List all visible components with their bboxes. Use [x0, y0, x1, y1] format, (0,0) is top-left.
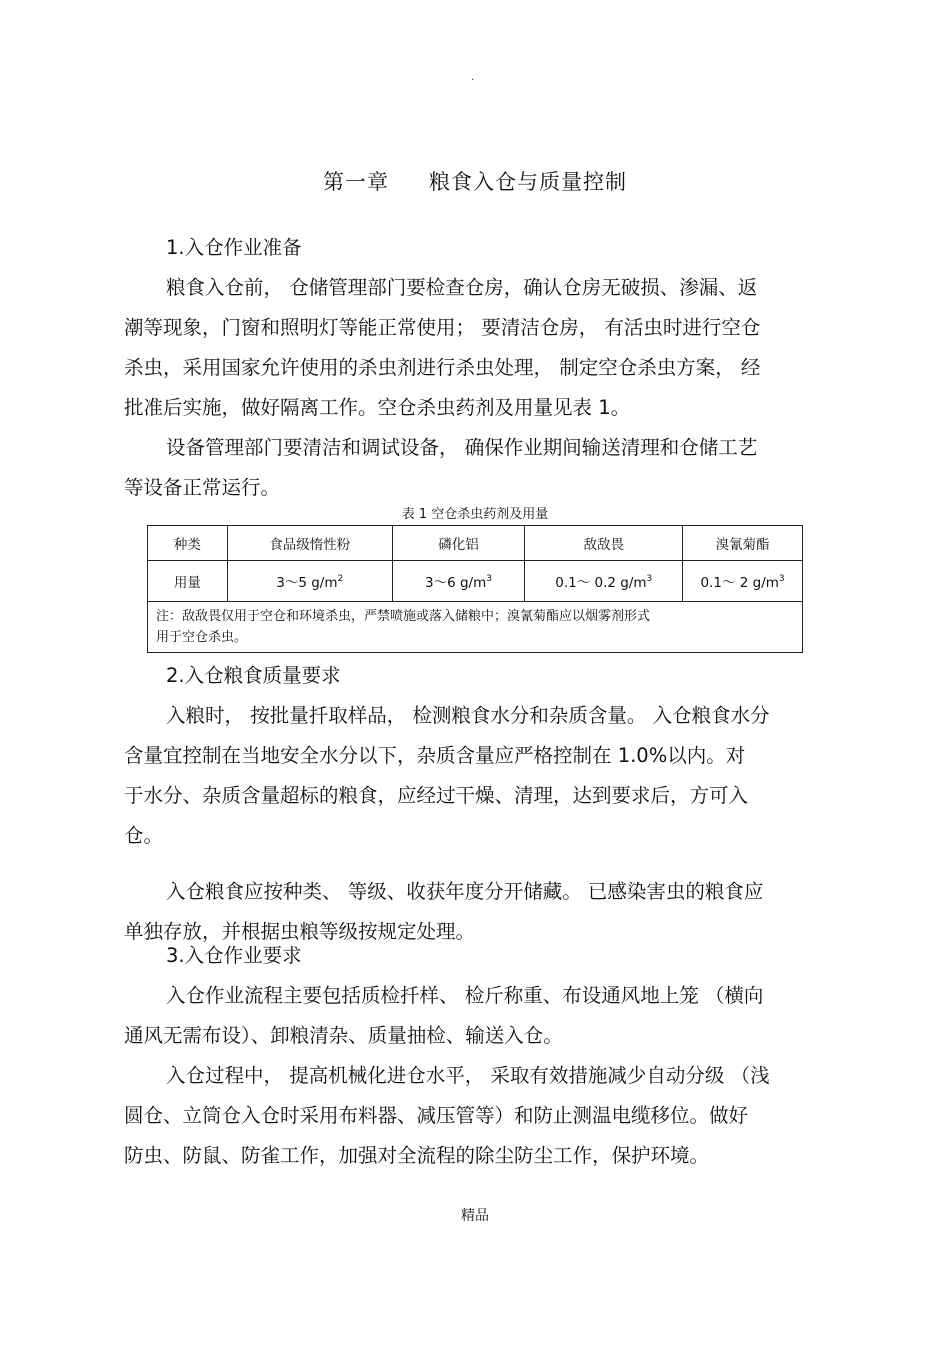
section-1-p1-line: 杀虫，采用国家允许使用的杀虫剂进行杀虫处理， 制定空仓杀虫方案， 经 — [124, 356, 761, 379]
table-row — [148, 561, 803, 602]
table-cell — [525, 561, 683, 602]
table-note-line: 注：敌敌畏仅用于空仓和环境杀虫，严禁喷施或落入储粮中；溴氰菊酯应以烟雾剂形式 — [156, 609, 651, 624]
pesticide-table — [147, 525, 803, 653]
chapter-name: 粮食入仓与质量控制 — [429, 170, 627, 194]
section-3-p1-line: 通风无需布设）、卸粮清杂、质量抽检、输送入仓。 — [124, 1024, 563, 1047]
table-cell — [227, 561, 392, 602]
section-2 — [124, 656, 834, 952]
section-3-heading: 3.入仓作业要求 — [166, 944, 302, 967]
section-2-p1-line: 含量宜控制在当地安全水分以下，杂质含量应严格控制在 1.0%以内。对 — [124, 744, 746, 767]
section-3-p2-line: 入仓过程中， 提高机械化进仓水平， 采取有效措施减少自动分级 （浅 — [166, 1064, 770, 1087]
section-1-p2-line: 等设备正常运行。 — [124, 476, 281, 499]
section-3 — [124, 936, 834, 1176]
table-header-cell: 种类 — [148, 526, 228, 561]
chapter-title — [0, 166, 950, 196]
section-3-p2-line: 圆仓、立筒仓入仓时采用布料器、减压管等）和防止测温电缆移位。做好 — [124, 1104, 749, 1127]
section-1 — [124, 228, 834, 508]
table-header-cell: 磷化铝 — [392, 526, 525, 561]
header-mark: . — [471, 72, 475, 83]
section-2-p1-line: 仓。 — [124, 824, 164, 847]
chapter-number: 第一章 — [323, 170, 389, 194]
table-note-row — [148, 602, 803, 653]
section-1-p2-line: 设备管理部门要清洁和调试设备， 确保作业期间输送清理和仓储工艺 — [166, 436, 758, 459]
section-1-p1-line: 粮食入仓前， 仓储管理部门要检查仓房，确认仓房无破损、渗漏、返 — [166, 276, 758, 299]
dosage-unit-exponent: 3 — [778, 574, 785, 584]
table-header-row — [148, 526, 803, 561]
page-footer: 精品 — [461, 1208, 489, 1224]
table-header-cell: 敌敌畏 — [525, 526, 683, 561]
table-caption: 表 1 空仓杀虫药剂及用量 — [401, 507, 549, 522]
section-2-p2-line: 入仓粮食应按种类、 等级、收获年度分开储藏。 已感染害虫的粮食应 — [166, 880, 764, 903]
section-1-heading: 1.入仓作业准备 — [166, 236, 302, 259]
dosage-value: 0.1～ 0.2 g/m — [555, 575, 647, 591]
table-note — [148, 602, 803, 653]
dosage-unit-exponent: 3 — [486, 574, 492, 584]
dosage-unit-exponent: 2 — [337, 574, 344, 584]
dosage-value: 3～5 g/m — [276, 575, 338, 591]
section-3-p1-line: 入仓作业流程主要包括质检扦样、 检斤称重、布设通风地上笼 （横向 — [166, 984, 764, 1007]
table-cell — [683, 561, 803, 602]
dosage-value: 0.1～ 2 g/m — [700, 575, 779, 591]
section-3-p2-line: 防虫、防鼠、防雀工作，加强对全流程的除尘防尘工作，保护环境。 — [124, 1144, 710, 1167]
table-note-line: 用于空仓杀虫。 — [156, 630, 248, 645]
section-2-heading: 2.入仓粮食质量要求 — [166, 664, 341, 687]
section-2-p2-line: 单独存放，并根据虫粮等级按规定处理。 — [124, 920, 476, 943]
dosage-unit-exponent: 3 — [646, 574, 653, 584]
table-header-cell: 食品级惰性粉 — [227, 526, 392, 561]
section-1-p1-line: 批准后实施，做好隔离工作。空仓杀虫药剂及用量见表 1。 — [124, 396, 631, 419]
table-header-cell: 溴氰菊酯 — [683, 526, 803, 561]
section-2-p1-line: 于水分、杂质含量超标的粮食，应经过干燥、清理，达到要求后，方可入 — [124, 784, 749, 807]
section-2-p1-line: 入粮时， 按批量扦取样品， 检测粮食水分和杂质含量。 入仓粮食水分 — [166, 704, 770, 727]
table-cell — [392, 561, 525, 602]
table-row-label: 用量 — [148, 561, 228, 602]
dosage-value: 3～6 g/m — [425, 575, 487, 591]
section-1-p1-line: 潮等现象，门窗和照明灯等能正常使用； 要清洁仓房， 有活虫时进行空仓 — [124, 316, 761, 339]
